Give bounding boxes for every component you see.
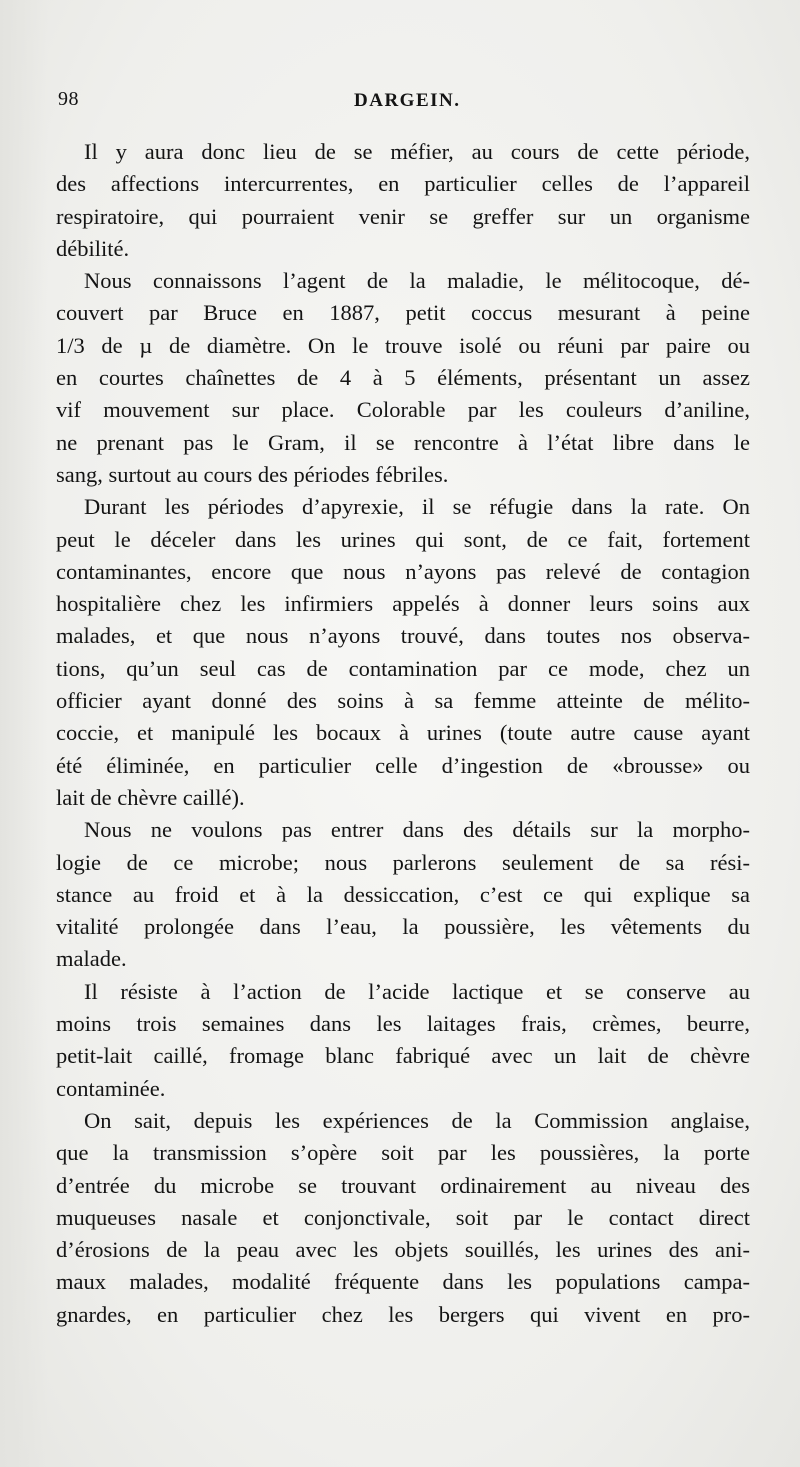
text-line: en courtes chaînettes de 4 à 5 éléments, présentant un assez <box>56 365 750 391</box>
text-line: débilité. <box>56 235 130 261</box>
text-line: vitalité prolongée dans l’eau, la poussière, les vêtements du <box>56 914 750 940</box>
text-line: On sait, depuis les expériences de la Commission anglaise, <box>84 1107 750 1133</box>
text-line: d’érosions de la peau avec les objets souillés, les urines des ani- <box>56 1237 750 1263</box>
text-line: été éliminée, en particulier celle d’ingestion de «brousse» ou <box>56 752 750 778</box>
text-line: tions, qu’un seul cas de contamination par ce mode, chez un <box>56 655 750 681</box>
text-line: vif mouvement sur place. Colorable par les couleurs d’aniline, <box>56 397 750 423</box>
text-line: que la transmission s’opère soit par les poussières, la porte <box>56 1140 750 1166</box>
text-line: moins trois semaines dans les laitages frais, crèmes, beurre, <box>56 1011 750 1037</box>
text-line: sang, surtout au cours des périodes fébriles. <box>56 461 449 487</box>
text-line: maux malades, modalité fréquente dans les populations campa- <box>56 1269 750 1295</box>
text-line: contaminantes, encore que nous n’ayons pas relevé de contagion <box>56 558 750 584</box>
text-line: petit-lait caillé, fromage blanc fabriqué avec un lait de chèvre <box>56 1043 750 1069</box>
text-line: d’entrée du microbe se trouvant ordinairement au niveau des <box>56 1172 750 1198</box>
text-line: malades, et que nous n’ayons trouvé, dans toutes nos observa- <box>56 623 750 649</box>
text-line: muqueuses nasale et conjonctivale, soit par le contact direct <box>56 1204 750 1230</box>
text-line: Il y aura donc lieu de se méfier, au cours de cette période, <box>84 139 750 164</box>
text-line: couvert par Bruce en 1887, petit coccus mesurant à peine <box>56 300 750 326</box>
text-line: coccie, et manipulé les bocaux à urines (toute autre cause ayant <box>56 720 750 746</box>
text-line: Durant les périodes d’apyrexie, il se réfugie dans la rate. On <box>84 494 750 520</box>
text-line: Il résiste à l’action de l’acide lactique et se conserve au <box>84 978 750 1004</box>
running-head: DARGEIN. <box>354 90 461 111</box>
text-line: Nous ne voulons pas entrer dans des détails sur la morpho- <box>84 817 750 843</box>
text-line: 1/3 de µ de diamètre. On le trouve isolé ou réuni par paire ou <box>56 332 750 358</box>
text-line: peut le déceler dans les urines qui sont, de ce fait, fortement <box>56 526 750 552</box>
text-line: stance au froid et à la dessiccation, c’est ce qui explique sa <box>56 881 750 907</box>
text-line: ne prenant pas le Gram, il se rencontre à l’état libre dans le <box>56 429 750 455</box>
text-line: hospitalière chez les infirmiers appelés à donner leurs soins aux <box>56 591 750 617</box>
page-edge-shadow <box>0 0 48 1467</box>
text-line: lait de chèvre caillé). <box>56 784 245 810</box>
page-header <box>58 88 758 118</box>
text-line: gnardes, en particulier chez les bergers qui vivent en pro- <box>56 1301 750 1327</box>
text-line: malade. <box>56 946 127 972</box>
text-line: logie de ce microbe; nous parlerons seulement de sa rési- <box>56 849 750 875</box>
text-line: contaminée. <box>56 1075 166 1101</box>
text-line: officier ayant donné des soins à sa femme atteinte de mélito- <box>56 688 750 714</box>
body-text <box>56 136 750 1331</box>
text-line: respiratoire, qui pourraient venir se greffer sur un organisme <box>56 203 750 229</box>
text-line: Nous connaissons l’agent de la maladie, le mélitocoque, dé- <box>84 268 750 294</box>
text-line: des affections intercurrentes, en particulier celles de l’appareil <box>56 171 750 197</box>
page-number: 98 <box>58 88 79 110</box>
